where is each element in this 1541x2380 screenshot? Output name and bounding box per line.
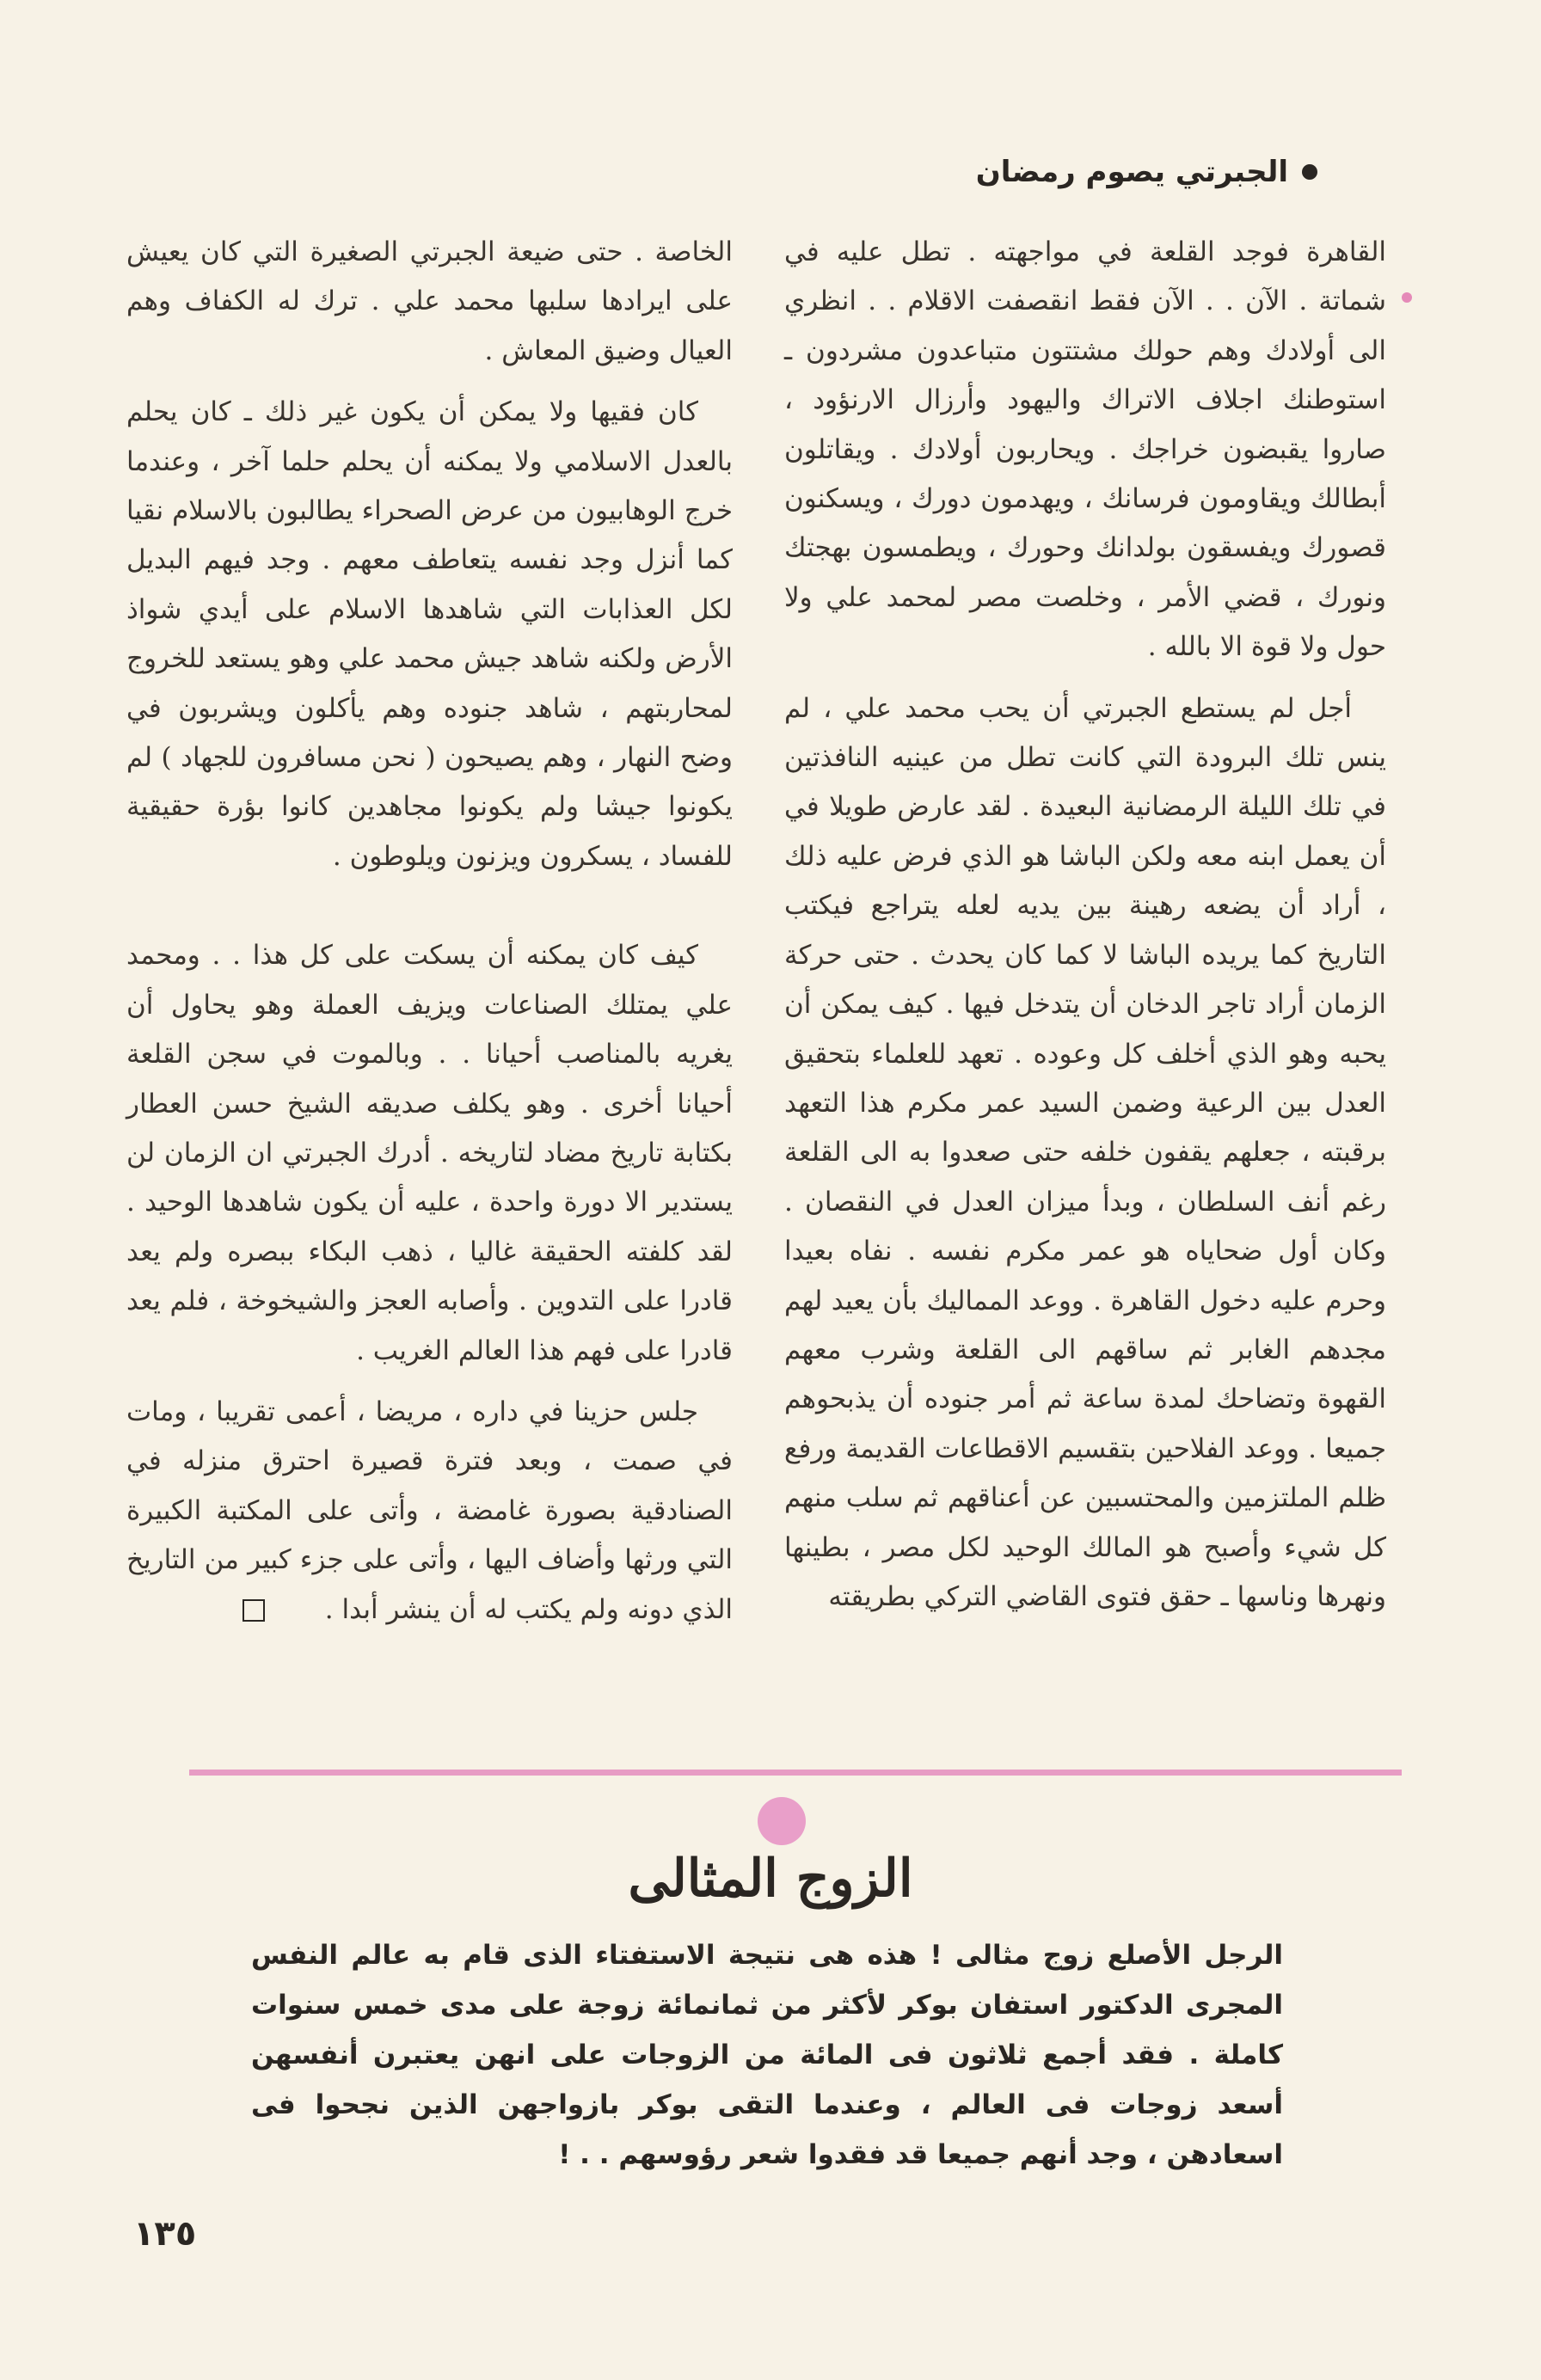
box-title: الزوج المثالى: [628, 1849, 913, 1909]
section-divider: [189, 1770, 1402, 1776]
header-bullet-icon: [1302, 164, 1317, 180]
box-body-text: الرجل الأصلع زوج مثالى ! هذه هى نتيجة الاستفتاء الذى قام به عالم النفس المجرى الدكتور استفان بوكر لأكثر من ثمانمائة زوجة على مدى خمس سنوات كاملة . فقد أجمع ثلاثون فى المائة من الزوجات على انهن يعتبرن أنفسهن أسعد زوجات فى العالم ، وعندما التقى بوكر بازواجهن الذين نجحوا فى اسعادهن ، وجد أنهم جميعا قد فقدوا شعر رؤوسهم . . !: [251, 1940, 1283, 2170]
paragraph: كان فقيها ولا يمكن أن يكون غير ذلك ـ كان يحلم بالعدل الاسلامي ولا يمكنه أن يحلم حلما آخر ، وعندما خرج الوهابيون من عرض الصحراء يطالبون بالاسلام نقيا كما أنزل وجد نفسه يتعاطف معهم . وجد فيهم البديل لكل العذابات التي شاهدها الاسلام على أيدي شواذ الأرض ولكنه شاهد جيش محمد علي وهو يستعد للخروج لمحاربتهم ، شاهد جنوده وهم يأكلون ويشربون في وضح النهار ، وهم يصيحون ( نحن مسافرون للجهاد ) لم يكونوا جيشا ولم يكونوا مجاهدين كانوا بؤرة حقيقية للفساد ، يسكرون ويزنون ويلوطون .: [126, 396, 733, 872]
article-column-left: [126, 228, 733, 1647]
end-of-article-square-icon: [243, 1599, 265, 1622]
running-title: الجبرتي يصوم رمضان: [975, 155, 1288, 189]
paragraph-last-text: جلس حزينا في داره ، مريضا ، أعمى تقريبا ، ومات في صمت ، وبعد فترة قصيرة احترق منزله في الصنادقية بصورة غامضة ، وأتى على المكتبة الكبيرة التي ورثها وأضاف اليها ، وأتى على جزء كبير من التاريخ الذي دونه ولم يكتب له أن ينشر أبدا .: [126, 1395, 733, 1625]
paragraph: القاهرة فوجد القلعة في مواجهته . تطل عليه في شماتة . الآن . . الآن فقط انقصفت الاقلام . . انظري الى أولادك وهم حولك مشتتون متباعدون مشردون ـ استوطنك اجلاف الاتراك واليهود وأرزال الارنؤود ، صاروا يقبضون خراجك . ويحاربون أولادك . ويقاتلون أبطالك ويقاومون فرسانك ، ويهدمون دورك ، ويسكنون قصورك ويفسقون بولدانك وحورك ، ويطمسون بهجتك ونورك ، قضي الأمر ، وخلصت مصر لمحمد علي ولا حول ولا قوة الا بالله .: [784, 236, 1386, 663]
pink-dot-icon: [758, 1797, 806, 1845]
paragraph: أجل لم يستطع الجبرتي أن يحب محمد علي ، لم ينس تلك البرودة التي كانت تطل من عينيه النافذتين في تلك الليلة الرمضانية البعيدة . لقد عارض طويلا في أن يعمل ابنه معه ولكن الباشا هو الذي فرض عليه ذلك ، أراد أن يضعه رهينة بين يديه لعله يتراجع فيكتب التاريخ كما يريده الباشا لا كما كان يحدث . حتى حركة الزمان أراد تاجر الدخان أن يتدخل فيها . كيف يمكن أن يحبه وهو الذي أخلف كل وعوده . تعهد للعلماء بتحقيق العدل بين الرعية وضمن السيد عمر مكرم هذا التعهد برقبته ، جعلهم يقفون خلفه حتى صعدوا به الى القلعة رغم أنف السلطان ، وبدأ ميزان العدل في النقصان . وكان أول ضحاياه هو عمر مكرم نفسه . نفاه بعيدا وحرم عليه دخول القاهرة . ووعد المماليك بأن يعيد لهم مجدهم الغابر ثم ساقهم الى القلعة وشرب معهم القهوة وتضاحك لمدة ساعة ثم أمر جنوده أن يذبحوهم جميعا . ووعد الفلاحين بتقسيم الاقطاعات القديمة ورفع ظلم الملتزمين والمحتسبين عن أعناقهم ثم سلب منهم كل شيء وأصبح هو المالك الوحيد لكل مصر ، بطينها ونهرها وناسها ـ حقق فتوى القاضي التركي بطريقته: [784, 692, 1386, 1612]
paragraph: الخاصة . حتى ضيعة الجبرتي الصغيرة التي كان يعيش على ايرادها سلبها محمد علي . ترك له الكفاف وهم العيال وضيق المعاش .: [126, 236, 733, 366]
article-column-right: [784, 228, 1386, 1634]
paragraph: كيف كان يمكنه أن يسكت على كل هذا . . ومحمد علي يمتلك الصناعات ويزيف العملة وهو يحاول أن يغريه بالمناصب أحيانا . . وبالموت في سجن القلعة أحيانا أخرى . وهو يكلف صديقه الشيخ حسن العطار بكتابة تاريخ مضاد لتاريخه . أدرك الجبرتي ان الزمان لن يستدير الا دورة واحدة ، عليه أن يكون شاهدها الوحيد . لقد كلفته الحقيقة غاليا ، ذهب البكاء ببصره ولم يعد قادرا على التدوين . وأصابه العجز والشيخوخة ، فلم يعد قادرا على فهم هذا العالم الغريب .: [126, 940, 733, 1366]
page-number: ١٣٥: [133, 2214, 197, 2254]
running-header: [976, 155, 1317, 189]
margin-pink-mark-icon: [1402, 292, 1412, 303]
paragraph-last: [126, 1388, 733, 1635]
